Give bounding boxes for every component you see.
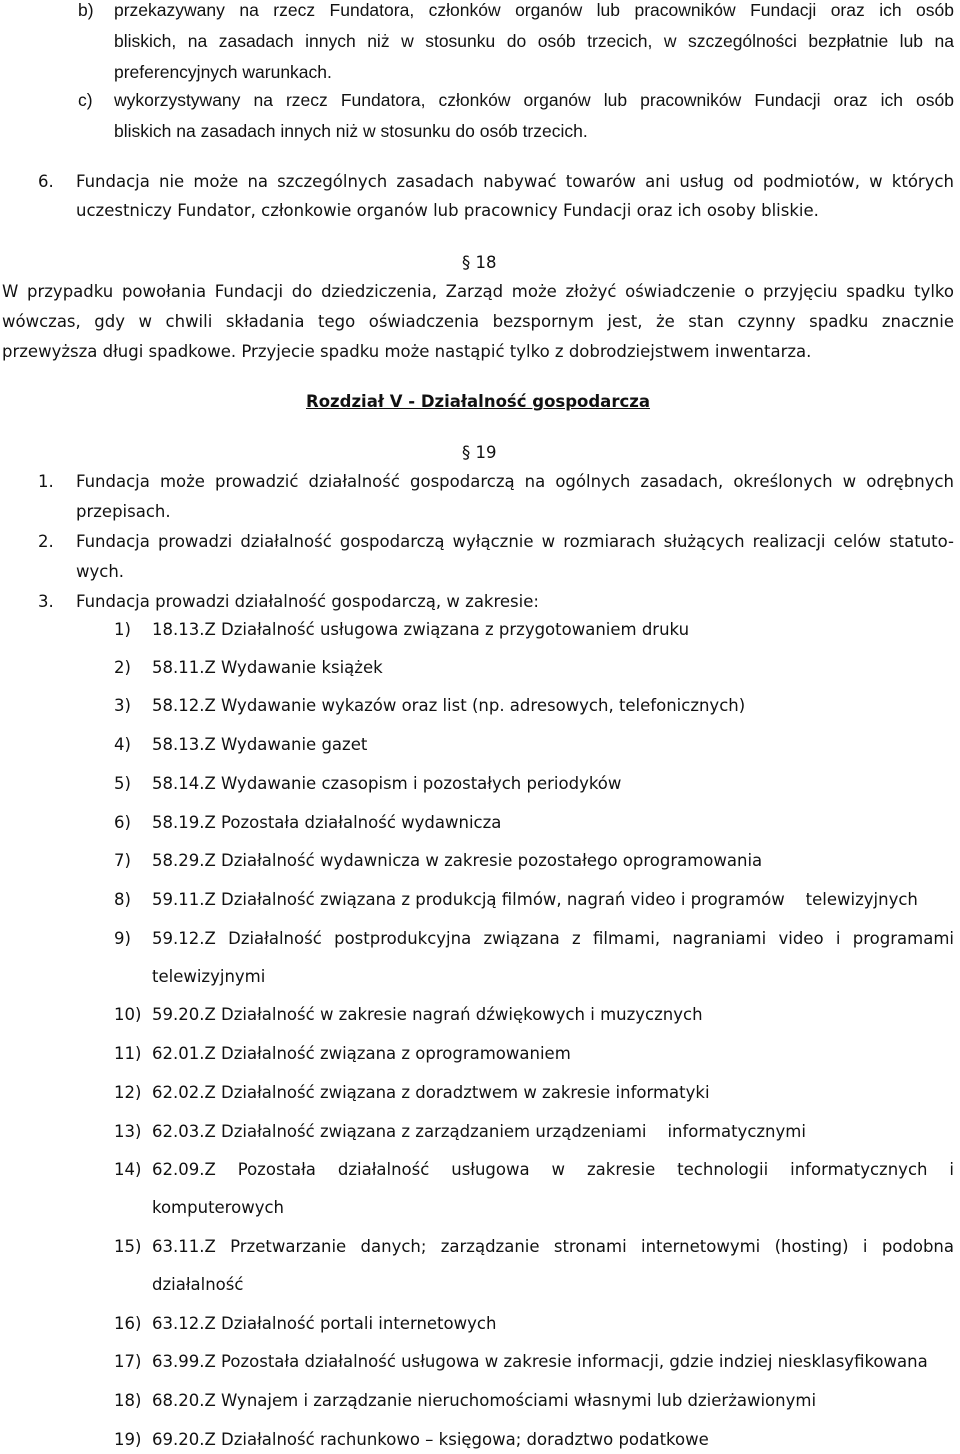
activity-marker: 15)	[114, 1237, 142, 1256]
s19-item-3-marker: 3.	[38, 592, 54, 611]
activity-item: 68.20.Z Wynajem i zarządzanie nieruchomościami własnymi lub dzierżawionymi	[152, 1391, 817, 1410]
activity-item: 58.11.Z Wydawanie książek	[152, 658, 383, 677]
activity-item: 69.20.Z Działalność rachunkowo – księgowa; doradztwo podatkowe	[152, 1430, 709, 1449]
activity-marker: 7)	[114, 851, 131, 870]
section-18-title: § 18	[462, 253, 497, 272]
item-6-line-1: Fundacja nie może na szczególnych zasadach nabywać towarów ani usług od podmiotów, w których	[76, 172, 954, 191]
activity-marker: 9)	[114, 929, 131, 948]
s19-item-1-line-1: Fundacja może prowadzić działalność gospodarczą na ogólnych zasadach, określonych w odrębnych	[76, 472, 954, 491]
activity-item: 58.19.Z Pozostała działalność wydawnicza	[152, 813, 502, 832]
activity-item: 63.11.Z Przetwarzanie danych; zarządzanie stronami internetowymi (hosting) i podobna	[152, 1237, 954, 1256]
activity-item: 62.02.Z Działalność związana z doradztwem w zakresie informatyki	[152, 1083, 710, 1102]
section-18-line-1: W przypadku powołania Fundacji do dziedziczenia, Zarząd może złożyć oświadczenie o przyjęciu spadku tylko	[2, 282, 954, 301]
s19-item-1-line-2: przepisach.	[76, 502, 171, 521]
activity-marker: 16)	[114, 1314, 142, 1333]
s19-item-2-line-1: Fundacja prowadzi działalność gospodarczą wyłącznie w rozmiarach służących realizacji celów statuto-	[76, 532, 954, 551]
activity-item: 58.29.Z Działalność wydawnicza w zakresie pozostałego oprogramowania	[152, 851, 763, 870]
activity-item-continuation: telewizyjnymi	[152, 967, 266, 986]
section-19-title: § 19	[462, 443, 497, 462]
activity-item: 58.12.Z Wydawanie wykazów oraz list (np. adresowych, telefonicznych)	[152, 696, 746, 715]
s19-item-3-line-1: Fundacja prowadzi działalność gospodarczą, w zakresie:	[76, 592, 539, 611]
item-6-line-2: uczestniczy Fundator, członkowie organów lub pracownicy Fundacji oraz ich osoby bliskie.	[76, 201, 819, 220]
list-marker-c: c)	[78, 90, 93, 110]
activity-marker: 2)	[114, 658, 131, 677]
activity-marker: 1)	[114, 620, 131, 639]
activity-marker: 14)	[114, 1160, 142, 1179]
activity-marker: 10)	[114, 1005, 142, 1024]
activity-item: 58.13.Z Wydawanie gazet	[152, 735, 368, 754]
item-6-marker: 6.	[38, 172, 54, 191]
activity-marker: 6)	[114, 813, 131, 832]
s19-item-2-line-2: wych.	[76, 562, 125, 581]
activity-item: 62.03.Z Działalność związana z zarządzaniem urządzeniami informatycznymi	[152, 1122, 806, 1141]
list-item-b-line-3: preferencyjnych warunkach.	[114, 62, 332, 82]
activity-item: 59.12.Z Działalność postprodukcyjna związana z filmami, nagraniami video i programami	[152, 929, 954, 948]
activity-marker: 8)	[114, 890, 131, 909]
list-item-c-line-2: bliskich na zasadach innych niż w stosunku do osób trzecich.	[114, 121, 588, 141]
activity-item: 18.13.Z Działalność usługowa związana z przygotowaniem druku	[152, 620, 690, 639]
section-18-line-3: przewyższa długi spadkowe. Przyjecie spadku może nastąpić tylko z dobrodziejstwem inwentarza.	[2, 342, 812, 361]
activity-item-continuation: działalność	[152, 1275, 244, 1294]
activity-marker: 5)	[114, 774, 131, 793]
activity-marker: 11)	[114, 1044, 142, 1063]
activity-item-continuation: komputerowych	[152, 1198, 284, 1217]
activity-item: 62.09.Z Pozostała działalność usługowa w zakresie technologii informatycznych i	[152, 1160, 954, 1179]
activity-item: 62.01.Z Działalność związana z oprogramowaniem	[152, 1044, 571, 1063]
list-item-b-line-1: przekazywany na rzecz Fundatora, członków organów lub pracowników Fundacji oraz ich osób	[114, 0, 954, 20]
list-marker-b: b)	[78, 0, 94, 20]
activity-marker: 3)	[114, 696, 131, 715]
s19-item-2-marker: 2.	[38, 532, 54, 551]
section-18-line-2: wówczas, gdy w chwili składania tego oświadczenia bezspornym jest, że stan czynny spadku znacznie	[2, 312, 954, 331]
activity-item: 63.12.Z Działalność portali internetowych	[152, 1314, 497, 1333]
list-item-c-line-1: wykorzystywany na rzecz Fundatora, członków organów lub pracowników Fundacji oraz ich osób	[114, 90, 954, 110]
activity-marker: 12)	[114, 1083, 142, 1102]
activity-marker: 13)	[114, 1122, 142, 1141]
s19-item-1-marker: 1.	[38, 472, 54, 491]
activity-item: 59.20.Z Działalność w zakresie nagrań dźwiękowych i muzycznych	[152, 1005, 703, 1024]
chapter-heading: Rozdział V - Działalność gospodarcza	[306, 392, 650, 411]
activity-marker: 17)	[114, 1352, 142, 1371]
activity-marker: 18)	[114, 1391, 142, 1410]
activity-marker: 19)	[114, 1430, 142, 1449]
activity-item: 63.99.Z Pozostała działalność usługowa w zakresie informacji, gdzie indziej niesklasyfikowana	[152, 1352, 928, 1371]
activity-marker: 4)	[114, 735, 131, 754]
activity-item: 59.11.Z Działalność związana z produkcją filmów, nagrań video i programów telewizyjnych	[152, 890, 918, 909]
list-item-b-line-2: bliskich, na zasadach innych niż w stosunku do osób trzecich, w szczególności bezpłatnie lub na	[114, 31, 954, 51]
activity-item: 58.14.Z Wydawanie czasopism i pozostałych periodyków	[152, 774, 622, 793]
